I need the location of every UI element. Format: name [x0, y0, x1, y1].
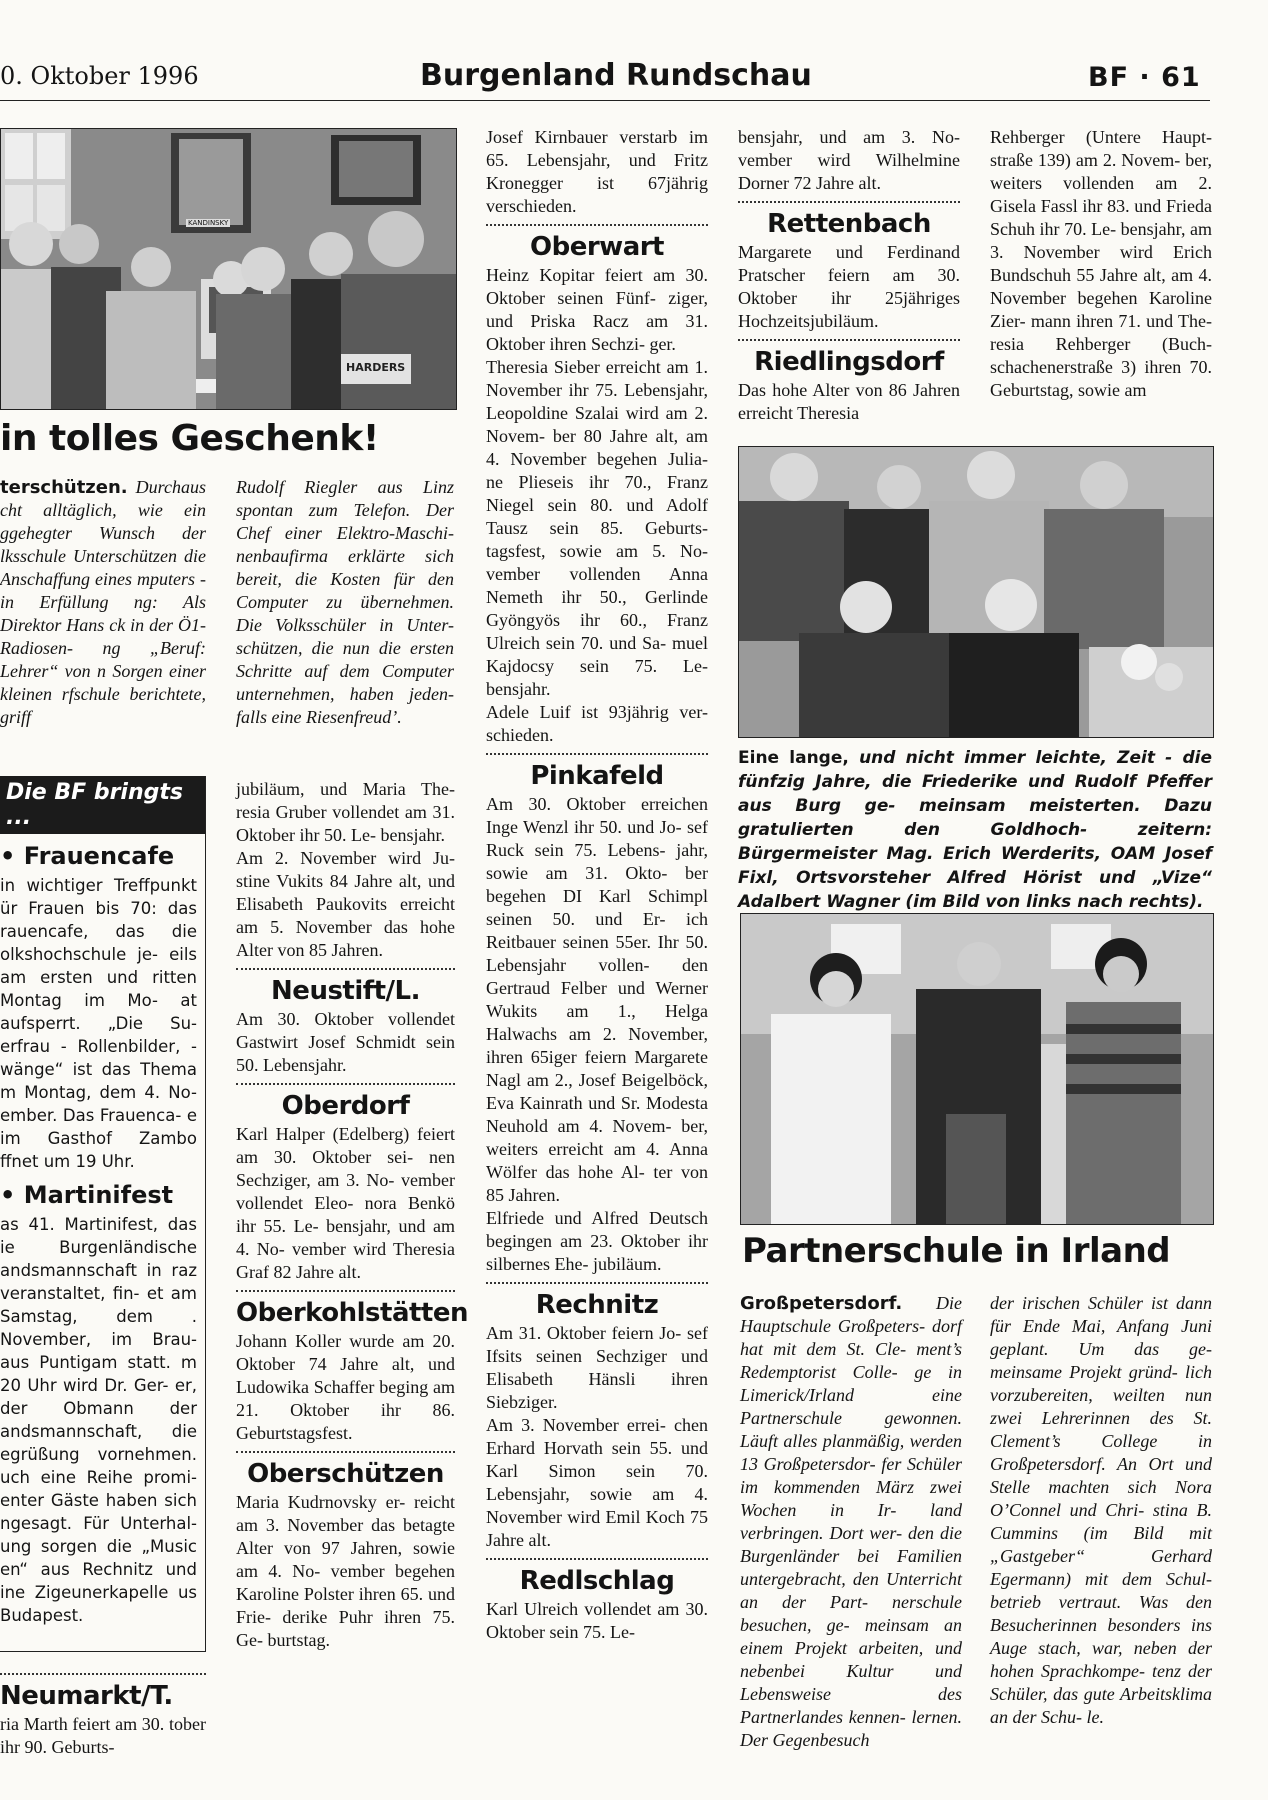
- sidebox-item-frauencafe-title: • Frauencafe: [0, 842, 175, 870]
- section-oberkohlstaetten-text: Johann Koller wurde am 20. Oktober 74 Jahre alt, und Ludowika Schaffer beging am 21. Oktober ihr 86. Geburtstagsfest.: [236, 1331, 455, 1443]
- photo-golden-wedding-caption: [738, 746, 1212, 914]
- section-oberwart-text-3: Adele Luif ist 93jährig ver- schieden.: [486, 702, 708, 745]
- divider: [486, 224, 708, 226]
- partner-story-col1: [740, 1292, 962, 1752]
- section-oberkohlstaetten-title: Oberkohlstätten: [236, 1298, 468, 1328]
- lead-story-col1: [0, 476, 206, 729]
- photo-golden-wedding-image: [739, 447, 1213, 737]
- section-redlschlag-title: Redlschlag: [519, 1566, 675, 1596]
- section-oberwart-title: Oberwart: [530, 232, 664, 262]
- divider: [236, 1290, 455, 1292]
- section-redlschlag-text: Karl Ulreich vollendet am 30. Oktober sein 75. Le-: [486, 1599, 708, 1642]
- col1-bottom: [0, 1667, 206, 1759]
- section-pinkafeld-title: Pinkafeld: [530, 761, 664, 791]
- divider: [236, 1083, 455, 1085]
- section-neumarkt-text: ria Marth feiert am 30. tober ihr 90. Geburts-: [0, 1714, 206, 1757]
- photo-partner-school: [740, 913, 1214, 1225]
- lead-story-col2: Rudolf Riegler aus Linz spontan zum Telefon. Der Chef einer Elektro-Maschi- nenbaufirma erklärte sich bereit, die Kosten für den Computer zu übernehmen. Die Volksschüler in Unter- schützen, die nun die ersten Schritte auf dem Computer unternehmen, haben jeden- falls eine Riesenfreud’.: [236, 477, 454, 727]
- divider: [236, 1451, 455, 1453]
- sidebox-item-frauencafe-title-text: Frauencafe: [23, 842, 175, 870]
- section-oberwart-text-2: Theresia Sieber erreicht am 1. November ihr 75. Lebensjahr, Leopoldine Szalai wird am 2. Novem- ber 80 Jahre alt, am 4. November begehen Julia- ne Plieseis ihr 70., Franz Niegel sein 80. und Adolf Tausz sein 85. Geburts- tagsfest, sowie am 5. No- vember vollenden Anna Nemeth ihr 50., Gerlinde Gyöngyös ihr 60., Franz Ulreich sein 70. und Sa- muel Kajdocsy sein 75. Le- bensjahr.: [486, 357, 708, 699]
- section-oberdorf-text: Karl Halper (Edelberg) feiert am 30. Oktober sei- nen Sechziger, am 3. No- vember vollendet Eleo- nora Benkö ihr 55. Le- bensjahr, und am 4. No- vember wird Theresia Graf 82 Jahre alt.: [236, 1124, 455, 1282]
- caption-lead: Eine lange,: [738, 748, 849, 768]
- section-rettenbach-title: Rettenbach: [767, 209, 931, 239]
- section-neumarkt-title: Neumarkt/T.: [0, 1681, 173, 1711]
- section-neustift-title: Neustift/L.: [271, 976, 420, 1006]
- divider: [486, 1282, 708, 1284]
- photo-golden-wedding: [738, 446, 1214, 738]
- section-oberdorf-title: Oberdorf: [281, 1091, 410, 1121]
- section-rettenbach-text: Margarete und Ferdinand Pratscher feiern am 30. Oktober ihr 25jähriges Hochzeitsjubiläum.: [738, 242, 960, 331]
- section-riedlingsdorf-title: Riedlingsdorf: [754, 347, 944, 377]
- partner-story-dateline: Großpetersdorf.: [740, 1293, 903, 1314]
- painting-label: KANDINSKY: [188, 219, 229, 227]
- section-pinkafeld-text-2: Elfriede und Alfred Deutsch begingen am 23. Oktober ihr silbernes Ehe- jubiläum.: [486, 1208, 708, 1274]
- sidebox-item-martinifest-title-text: Martinifest: [23, 1181, 174, 1209]
- sidebox-item-martinifest-text: as 41. Martinifest, das ie Burgenländische andsmannschaft in raz veranstaltet, fin- et am Samstag, dem . November, im Brau- aus Puntigam statt. m 20 Uhr wird Dr. Ger- er, der Obmann der andsmannschaft, die egrüßung vornehmen. uch eine Reihe promi- enter Gäste haben sich ngesagt. Für Unterhal- ung sorgen die „Music en“ aus Rechnitz und ine Zigeunerkapelle us Budapest.: [0, 1215, 197, 1625]
- sidebox-item-frauencafe-text: in wichtiger Treffpunkt ür Frauen bis 70: das rauencafe, das die olkshochschule je- eils am ersten und ritten Montag im Mo- at aufsperrt. „Die Su- erfrau - Rollenbilder, - wänge“ ist das Thema m Montag, dem 4. No- ember. Das Frauenca- e im Gasthof Zambo ffnet um 19 Uhr.: [0, 876, 197, 1171]
- partner-story-col1-text: Die Hauptschule Großpeters- dorf hat mit dem St. Cle- ment’s Redemptorist Colle- ge in Limerick/Irland eine Partnerschule gewonnen. Läuft alles planmäßig, werden 13 Großpetersdor- fer Schüler im kommenden März zwei Wochen in Ir- land verbringen. Dort wer- den die Burgenländer bei Familien untergebracht, den Unterricht an der Part- nerschule besuchen, ge- meinsam an einem Projekt arbeiten, und nebenbei Kultur und Lebensweise des Partnerlandes kennen- lernen. Der Gegenbesuch: [740, 1293, 962, 1750]
- lead-headline: in tolles Geschenk!: [0, 418, 379, 459]
- section-riedlingsdorf-text: Das hohe Alter von 86 Jahren erreicht Theresia: [738, 380, 960, 423]
- sidebox-item-martinifest-title: • Martinifest: [0, 1181, 174, 1209]
- divider: [738, 339, 960, 341]
- lead-story-col1-text: Durchaus cht alltäglich, wie ein ggehegter Wunsch der lksschule Unterschützen die Anschaffung eines mputers - in Erfüllung ng: Als Direktor Hans ck in der Ö1-Radiosen- ng „Beruf: Lehrer“ von n Sorgen einer kleinen rfschule berichtete, griff: [0, 477, 206, 727]
- col2-paragraph-1: jubiläum, und Maria The- resia Gruber vollendet am 31. Oktober ihr 50. Le- bensjahr.: [236, 779, 455, 845]
- sidebox-bf-bringts: [0, 776, 206, 1652]
- partner-headline: Partnerschule in Irland: [742, 1231, 1171, 1271]
- section-neustift-text: Am 30. Oktober vollendet Gastwirt Josef Schmidt sein 50. Lebensjahr.: [236, 1009, 455, 1075]
- column-4: [738, 126, 960, 425]
- divider: [486, 753, 708, 755]
- column-5: Rehberger (Untere Haupt- straße 139) am 2. Novem- ber, weiters vollenden am 2. Gisela Fassl ihr 83. und Frieda Schuh ihr 70. Le- bensjahr, am 3. November wird Erich Bundschuh 55 Jahre alt, am 4. November begehen Karoline Zier- mann ihren 71. und The- resia Rehberger (Buch- schachenerstraße 3) ihren 70. Geburtstag, sowie am: [990, 127, 1212, 400]
- divider: [486, 1558, 708, 1560]
- page-number: BF · 61: [1088, 62, 1201, 93]
- section-oberwart-text-1: Heinz Kopitar feiert am 30. Oktober seinen Fünf- ziger, und Priska Racz am 31. Oktober ihren Sechzi- ger.: [486, 265, 708, 354]
- caption-text: und nicht immer leichte, Zeit - die fünfzig Jahre, die Friederike und Rudolf Pfeffer aus Burg ge- meinsam meisterten. Dazu gratulierten den Goldhoch- zeitern: Bürgermeister Mag. Erich Werderits, OAM Josef Fixl, Ortsvorsteher Alfred Hörist und „Vize“ Adalbert Wagner (im Bild von links nach rechts).: [738, 748, 1212, 912]
- section-rechnitz-text-1: Am 31. Oktober feiern Jo- sef Ifsits seinen Sechziger und Elisabeth Hänsli ihren Siebziger.: [486, 1323, 708, 1412]
- partner-story-col2: der irischen Schüler ist dann für Ende Mai, Anfang Juni geplant. Um das ge- meinsame Projekt gründ- lich vorzubereiten, weilten nun zwei Lehrerinnen des St. Clement’s College in Großpetersdorf. An Ort und Stelle machten sich Nora O’Connel und Chri- stina B. Cummins (im Bild mit „Gastgeber“ Gerhard Egermann) mit dem Schul- betrieb vertraut. Was den Besucherinnen besonders ins Auge stach, war, neben der hohen Sprachkompe- tenz der Schüler, das gute Arbeitsklima an der Schu- le.: [990, 1293, 1212, 1727]
- photo-partner-school-image: [741, 914, 1213, 1224]
- col3-paragraph-1: Josef Kirnbauer verstarb im 65. Lebensjahr, und Fritz Kronegger ist 67jährig verschieden.: [486, 127, 708, 216]
- sidebox-title: Die BF bringts ...: [0, 776, 205, 834]
- divider: [738, 201, 960, 203]
- column-3: [486, 126, 708, 1644]
- section-rechnitz-title: Rechnitz: [535, 1290, 659, 1320]
- header-rule: [0, 100, 1210, 101]
- col4-paragraph-1: bensjahr, und am 3. No- vember wird Wilhelmine Dorner 72 Jahre alt.: [738, 127, 960, 193]
- shirt-label: HARDERS: [346, 361, 406, 374]
- newspaper-title: Burgenland Rundschau: [420, 58, 812, 93]
- photo-school-children: [0, 128, 457, 410]
- lead-story-dateline: terschützen.: [0, 477, 128, 498]
- section-oberschuetzen-text: Maria Kudrnovsky er- reicht am 3. November das betagte Alter von 97 Jahren, sowie am 4. No- vember begehen Karoline Polster ihren 65. und Frie- derike Puhr ihren 75. Ge- burtstag.: [236, 1492, 455, 1650]
- section-rechnitz-text-2: Am 3. November errei- chen Erhard Horvath sein 55. und Karl Simon sein 70. Lebensjahr, sowie am 4. November wird Emil Koch 75 Jahre alt.: [486, 1415, 708, 1550]
- col2-paragraph-2: Am 2. November wird Ju- stine Vukits 84 Jahre alt, und Elisabeth Paukovits erreicht am 5. November das hohe Alter von 85 Jahren.: [236, 848, 455, 960]
- section-pinkafeld-text-1: Am 30. Oktober erreichen Inge Wenzl ihr 50. und Jo- sef Ruck sein 75. Lebens- jahr, sowie am 31. Okto- ber begehen DI Karl Schimpl seinen 50. und Er- ich Reitbauer seinen 55er. Ihr 50. Lebensjahr vollen- den Gertraud Felber und Werner Wukits am 1., Helga Halwachs am 2. November, ihren 65iger feiern Margarete Nagl am 2., Josef Beigelböck, Eva Kainrath und Sr. Modesta Neuhold am 4. Novem- ber, weiters erreicht am 4. Anna Wölfer das hohe Al- ter von 85 Jahren.: [486, 794, 708, 1205]
- issue-date: 0. Oktober 1996: [0, 62, 199, 90]
- section-oberschuetzen-title: Oberschützen: [247, 1459, 444, 1489]
- divider: [236, 968, 455, 970]
- divider: [0, 1673, 206, 1675]
- column-2: [236, 778, 468, 1652]
